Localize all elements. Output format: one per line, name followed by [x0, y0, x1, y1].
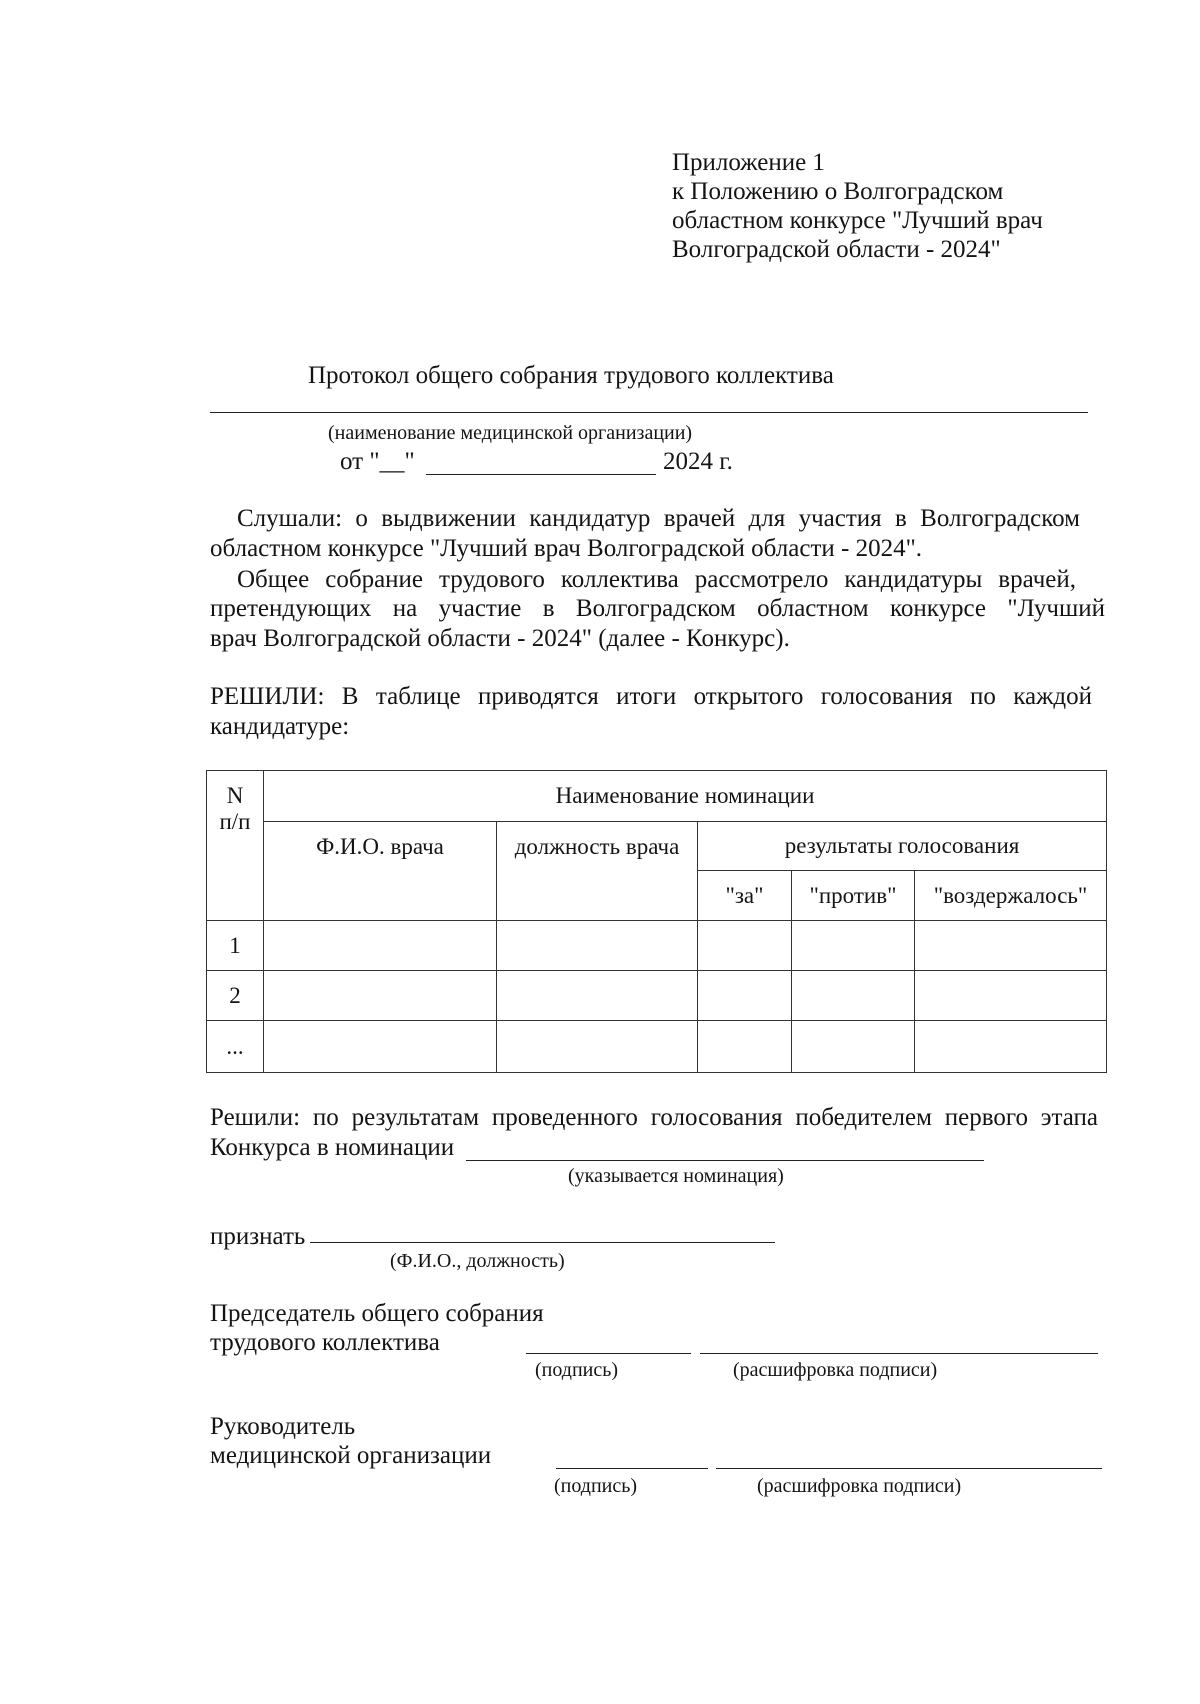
- appendix-line-1: Приложение 1: [672, 149, 825, 176]
- position-header: должность врача: [497, 822, 698, 921]
- page-title: Протокол общего собрания трудового коллектива: [308, 362, 834, 389]
- for-cell[interactable]: [698, 921, 792, 971]
- row-number: ...: [207, 1021, 264, 1073]
- name-header: Ф.И.О. врача: [264, 822, 497, 921]
- name-cell[interactable]: [264, 971, 497, 1021]
- decided-line-2: кандидатуре:: [210, 713, 350, 740]
- chairman-line-2: трудового коллектива: [210, 1329, 440, 1356]
- nomination-caption: (указывается номинация): [568, 1165, 784, 1187]
- abstain-header: "воздержалось": [915, 871, 1107, 921]
- nomination-line: [466, 1160, 984, 1161]
- recognize-caption: (Ф.И.О., должность): [390, 1250, 565, 1272]
- heard-line-4: претендующих на участие в Волгоградском областном конкурсе "Лучший: [210, 595, 1105, 622]
- abstain-cell[interactable]: [915, 1021, 1107, 1073]
- against-cell[interactable]: [792, 1021, 915, 1073]
- num-header-pp: п/п: [219, 809, 251, 834]
- chairman-line-1: Председатель общего собрания: [210, 1300, 544, 1327]
- heard-line-5: врач Волгоградской области - 2024" (далее - Конкурс).: [210, 625, 790, 652]
- date-year: 2024 г.: [663, 448, 733, 475]
- name-cell[interactable]: [264, 921, 497, 971]
- appendix-line-2: к Положению о Волгоградском: [672, 178, 1004, 205]
- position-cell[interactable]: [497, 921, 698, 971]
- appendix-line-4: Волгоградской области - 2024": [672, 236, 1001, 263]
- chairman-signature-caption: (подпись): [535, 1359, 619, 1381]
- name-cell[interactable]: [264, 1021, 497, 1073]
- chairman-decode-caption: (расшифровка подписи): [733, 1359, 938, 1381]
- row-number: 1: [207, 921, 264, 971]
- table-row: [207, 971, 1107, 1021]
- head-signature-caption: (подпись): [554, 1475, 638, 1497]
- num-header-cell: [207, 771, 264, 921]
- head-decode-caption: (расшифровка подписи): [757, 1475, 962, 1497]
- for-cell[interactable]: [698, 971, 792, 1021]
- date-prefix: от "__": [340, 448, 415, 475]
- head-decode-line: [716, 1468, 1102, 1469]
- position-cell[interactable]: [497, 1021, 698, 1073]
- for-cell[interactable]: [698, 1021, 792, 1073]
- for-header: "за": [698, 871, 792, 921]
- recognize-line: [310, 1242, 775, 1243]
- decided-line-1: РЕШИЛИ: В таблице приводятся итоги открытого голосования по каждой: [210, 683, 1092, 710]
- head-line-1: Руководитель: [210, 1413, 356, 1440]
- against-header: "против": [792, 871, 915, 921]
- chairman-signature-line: [526, 1353, 691, 1354]
- against-cell[interactable]: [792, 921, 915, 971]
- position-cell[interactable]: [497, 971, 698, 1021]
- recognize-label: признать: [210, 1223, 306, 1250]
- nomination-header: Наименование номинации: [264, 771, 1107, 822]
- heard-line-2: областном конкурсе "Лучший врач Волгоградской области - 2024".: [210, 535, 923, 562]
- abstain-cell[interactable]: [915, 971, 1107, 1021]
- against-cell[interactable]: [792, 971, 915, 1021]
- voting-table: [206, 770, 1107, 1073]
- row-number: 2: [207, 971, 264, 1021]
- date-month-line: [426, 474, 656, 475]
- abstain-cell[interactable]: [915, 921, 1107, 971]
- org-name-line: [210, 412, 1088, 413]
- num-header-n: N: [226, 783, 244, 808]
- appendix-line-3: областном конкурсе "Лучший врач: [672, 207, 1043, 234]
- results-header: результаты голосования: [698, 822, 1107, 871]
- result-line-1: Решили: по результатам проведенного голосования победителем первого этапа: [210, 1104, 1098, 1131]
- org-name-caption: (наименование медицинской организации): [328, 422, 693, 444]
- table-row: [207, 921, 1107, 971]
- result-line-2: Конкурса в номинации: [210, 1134, 455, 1161]
- heard-line-3: Общее собрание трудового коллектива рассмотрело кандидатуры врачей,: [237, 566, 1076, 593]
- head-line-2: медицинской организации: [210, 1442, 492, 1469]
- chairman-decode-line: [700, 1353, 1098, 1354]
- heard-line-1: Слушали: о выдвижении кандидатур врачей для участия в Волгоградском: [237, 505, 1080, 532]
- table-row: [207, 1021, 1107, 1073]
- head-signature-line: [556, 1468, 708, 1469]
